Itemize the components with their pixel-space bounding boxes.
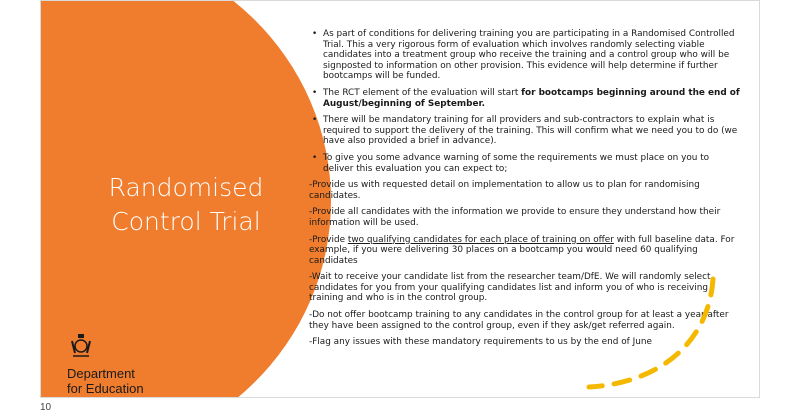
requirement-item: -Provide all candidates with the information we provide to ensure they understand how their information will be used. (309, 207, 721, 228)
bullet-list (309, 29, 741, 174)
royal-crest-icon (67, 331, 95, 359)
logo-line-1: Department (67, 366, 135, 381)
dfe-logo (67, 331, 144, 396)
requirement-item: -Do not offer bootcamp training to any candidates in the control group for at least a year after they have been assigned to the control group, even if they ask/get referred again. (309, 310, 729, 331)
logo-line-2: for Education (67, 381, 144, 396)
slide-number: 10 (40, 402, 52, 413)
bullet-text: The RCT element of the evaluation will start (323, 87, 522, 98)
requirement-item: -Flag any issues with these mandatory requirements to us by the end of June (309, 337, 652, 348)
slide-content (309, 29, 741, 354)
requirement-item (309, 235, 741, 267)
bullet-text: As part of conditions for delivering training you are participating in a Randomised Controlled Trial. This a very rigorous form of evaluation which involves randomly selecting viable candidates into a treatment group who receive the training and a control group who will be signposted to information on other provision. This evidence will help determine if further bootcamps will be funded. (323, 29, 735, 82)
bullet-bold-text: for bootcamps beginning around the end of August/beginning of September. (323, 87, 740, 109)
slide (40, 0, 760, 398)
title-line-2: Control Trial (111, 207, 261, 236)
bullet-text: To give you some advance warning of some the requirements we must place on you to deliver this evaluation you can expect to; (323, 152, 710, 174)
bullet-item (323, 88, 741, 109)
title-line-1: Randomised (108, 173, 264, 202)
requirement-item: -Provide us with requested detail on implementation to allow us to plan for randomising candidates. (309, 180, 700, 201)
slide-title (91, 171, 281, 239)
bullet-text: There will be mandatory training for all providers and sub-contractors to explain what is required to support the delivery of the training. This will confirm what we need you to do (we have also provided a brief in advance). (323, 115, 738, 147)
requirement-text: -Provide (309, 234, 348, 245)
bullet-item (323, 153, 741, 174)
requirement-item: -Wait to receive your candidate list from the researcher team/DfE. We will randomly select candidates for you from your qualifying candidates list and inform you of who is receiving training and who is in the control group. (309, 272, 711, 304)
underlined-text: two qualifying candidates for each place of training on offer (347, 234, 614, 245)
bullet-item (323, 115, 741, 147)
bullet-item (323, 29, 741, 82)
requirement-text: with full baseline data. For example, if you were delivering 30 places on a bootcamp you would need 60 qualifying candidates (309, 234, 735, 266)
